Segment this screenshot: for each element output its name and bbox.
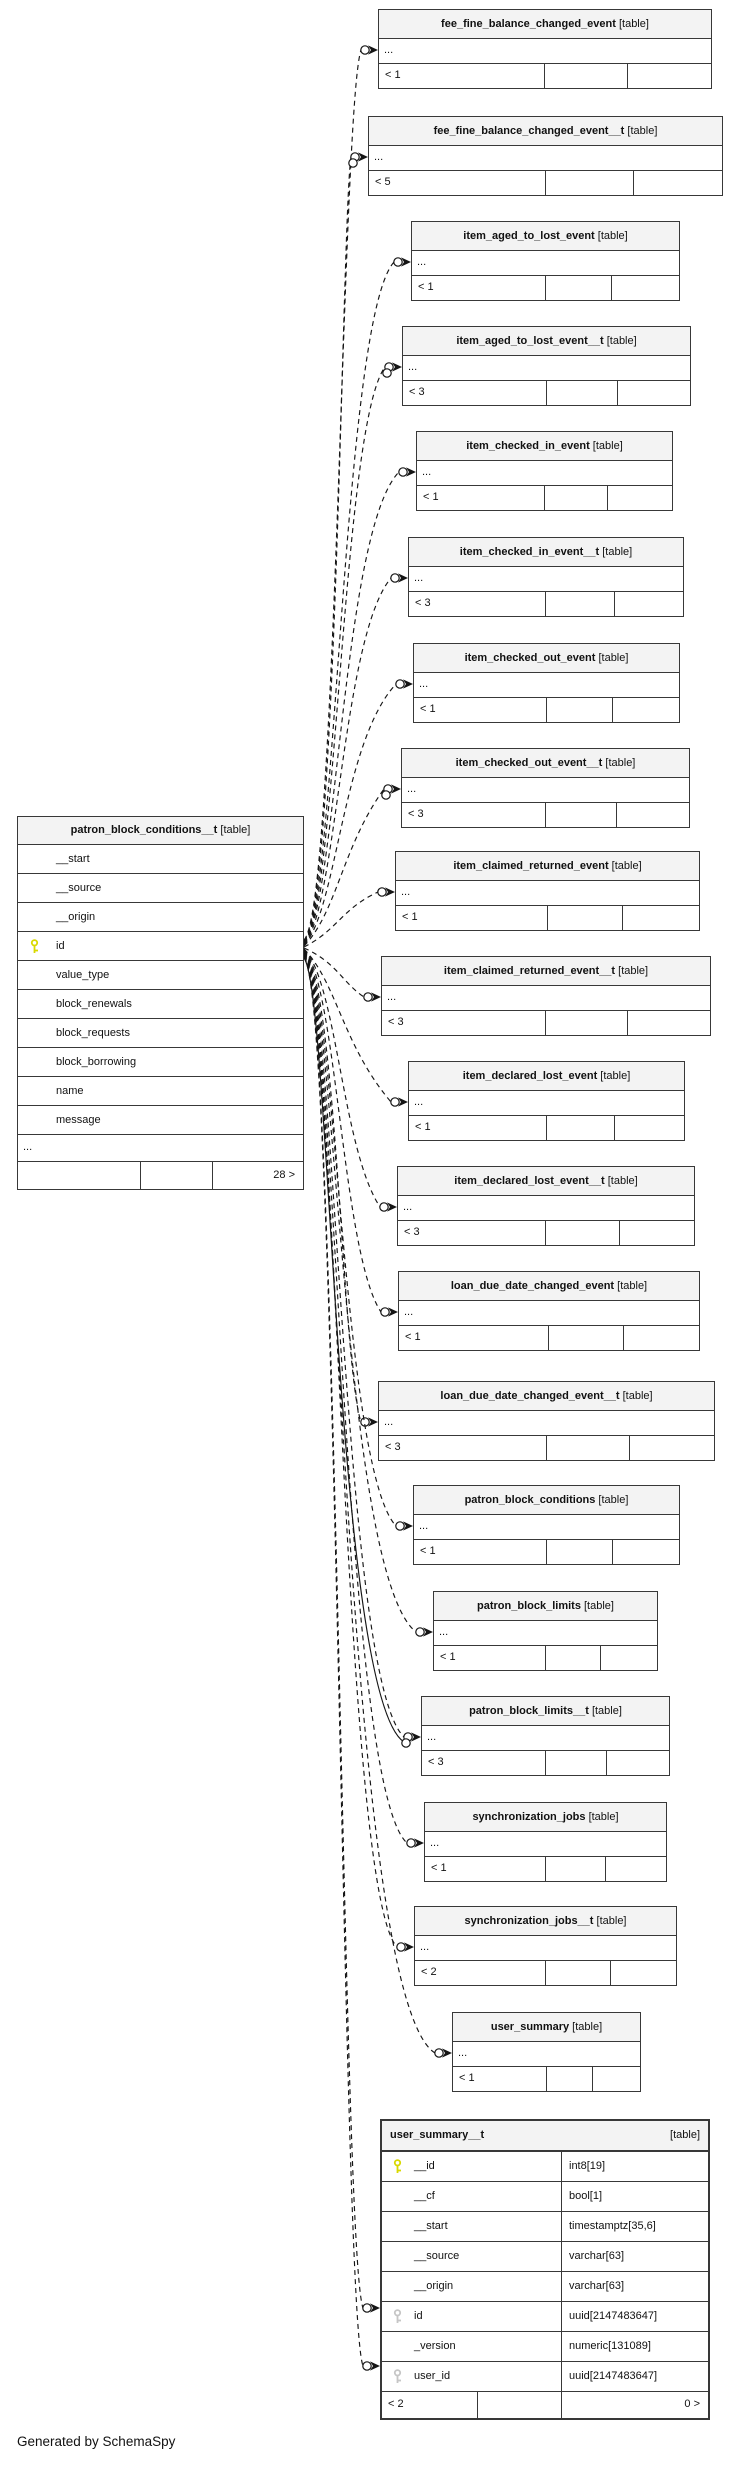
zero-or-one-circle <box>391 574 399 582</box>
table-node-loan_due_date_changed_event__t[interactable] <box>378 1381 715 1461</box>
degree-cell <box>615 1116 684 1140</box>
degree-cell <box>612 276 679 300</box>
column-name: value_type <box>56 969 110 981</box>
degree-row <box>379 1436 714 1460</box>
collapsed-columns-row: ... <box>409 1091 684 1116</box>
table-title <box>382 2121 708 2152</box>
table-name: item_checked_out_event <box>464 652 596 664</box>
column-row-_version <box>382 2332 708 2362</box>
zero-or-one-circle <box>396 1522 404 1530</box>
degree-row <box>382 1011 710 1035</box>
degree-row <box>409 592 683 616</box>
degree-cell <box>547 381 619 405</box>
table-node-user_summary[interactable] <box>452 2012 641 2092</box>
column-name: block_requests <box>56 1027 130 1039</box>
table-name: item_claimed_returned_event <box>453 860 609 872</box>
table-name: synchronization_jobs__t <box>464 1915 594 1927</box>
table-type-suffix: [table] <box>597 1070 631 1082</box>
table-name: loan_due_date_changed_event <box>450 1280 615 1292</box>
relationship-edge <box>304 157 351 941</box>
table-type-suffix: [table] <box>615 18 649 30</box>
zero-or-one-circle <box>402 1739 410 1747</box>
table-node-item_claimed_returned_event__t[interactable] <box>381 956 711 1036</box>
degree-count: < 1 <box>417 486 545 510</box>
degree-count: < 1 <box>399 1326 549 1350</box>
degree-cell <box>620 1221 694 1245</box>
table-type-suffix: [table] <box>670 2129 700 2141</box>
degree-cell <box>601 1646 657 1670</box>
degree-count: < 5 <box>369 171 546 195</box>
table-title <box>412 222 679 251</box>
degree-cell <box>546 1751 608 1775</box>
degree-count: < 1 <box>425 1857 546 1881</box>
column-row-__origin <box>382 2272 708 2302</box>
table-node-item_declared_lost_event[interactable] <box>408 1061 685 1141</box>
relationship-edge <box>304 367 385 943</box>
column-name-cell <box>382 2362 562 2391</box>
degree-row <box>382 2392 708 2418</box>
degree-count: < 3 <box>379 1436 547 1460</box>
degree-cell <box>546 276 613 300</box>
table-node-patron_block_limits[interactable] <box>433 1591 658 1671</box>
table-node-item_checked_out_event[interactable] <box>413 643 680 723</box>
column-name: __source <box>56 882 102 894</box>
degree-cell <box>624 1326 699 1350</box>
degree-count: < 1 <box>409 1116 547 1140</box>
table-name: item_aged_to_lost_event__t <box>456 335 604 347</box>
degree-count: < 1 <box>414 698 547 722</box>
degree-cell <box>630 1436 714 1460</box>
table-node-patron_block_conditions__t[interactable] <box>17 816 304 1190</box>
degree-cell <box>546 1961 611 1985</box>
column-name-cell <box>382 2212 562 2241</box>
column-row-__start <box>382 2212 708 2242</box>
table-type-suffix: [table] <box>602 757 636 769</box>
degree-count: < 1 <box>414 1540 547 1564</box>
table-name: item_aged_to_lost_event <box>463 230 595 242</box>
degree-cell <box>628 1011 710 1035</box>
table-title <box>417 432 672 461</box>
column-name: name <box>56 1085 84 1097</box>
collapsed-columns-row: ... <box>453 2042 640 2067</box>
degree-count-left: < 2 <box>382 2392 478 2418</box>
table-type-suffix: [table] <box>585 1811 619 1823</box>
zero-or-one-circle <box>416 1628 424 1636</box>
collapsed-columns-row: ... <box>379 1411 714 1436</box>
table-name: synchronization_jobs <box>472 1811 586 1823</box>
column-name: id <box>414 2310 423 2322</box>
table-type-suffix: [table] <box>614 1280 648 1292</box>
column-type: uuid[2147483647] <box>569 2370 658 2382</box>
table-type-suffix: [table] <box>569 2021 603 2033</box>
degree-cell <box>547 1116 616 1140</box>
table-name: item_declared_lost_event <box>462 1070 598 1082</box>
table-name: item_checked_in_event__t <box>459 546 600 558</box>
column-row-__id <box>382 2152 708 2182</box>
degree-cell <box>547 698 613 722</box>
degree-cell <box>611 1961 676 1985</box>
table-type-suffix: [table] <box>615 965 649 977</box>
column-name: user_id <box>414 2370 451 2382</box>
zero-or-one-circle <box>363 2304 371 2312</box>
collapsed-columns-row: ... <box>396 881 699 906</box>
table-type-suffix: [table] <box>217 824 251 836</box>
table-title <box>369 117 722 146</box>
column-row-__cf <box>382 2182 708 2212</box>
column-row-block_requests <box>18 1019 303 1048</box>
relationship-edge <box>304 472 399 943</box>
degree-row <box>403 381 690 405</box>
foreign-key-icon <box>391 2369 404 2384</box>
table-node-user_summary__t[interactable] <box>380 2119 710 2420</box>
column-name: __start <box>56 853 90 865</box>
degree-row <box>417 486 672 510</box>
column-name: __origin <box>414 2280 454 2292</box>
degree-row <box>18 1162 303 1189</box>
table-name: item_claimed_returned_event__t <box>443 965 616 977</box>
zero-or-one-circle <box>382 791 390 799</box>
column-type: uuid[2147483647] <box>569 2310 658 2322</box>
degree-cell <box>634 171 722 195</box>
foreign-key-icon <box>391 2309 404 2324</box>
degree-cell <box>618 381 690 405</box>
zero-or-one-circle <box>361 46 369 54</box>
degree-cell <box>613 1540 679 1564</box>
degree-cell <box>623 906 699 930</box>
degree-cell <box>615 592 684 616</box>
collapsed-columns-row: ... <box>412 251 679 276</box>
zero-or-one-circle <box>407 1839 415 1847</box>
column-name: __source <box>414 2250 460 2262</box>
table-title <box>434 1592 657 1621</box>
primary-key-icon <box>28 939 41 954</box>
table-name: item_checked_out_event__t <box>455 757 603 769</box>
collapsed-columns-row: ... <box>409 567 683 592</box>
degree-cell <box>545 64 628 88</box>
table-title <box>425 1803 666 1832</box>
table-type-suffix: [table] <box>595 652 629 664</box>
degree-count: < 3 <box>422 1751 546 1775</box>
column-name: _version <box>414 2340 456 2352</box>
degree-count: < 2 <box>415 1961 546 1985</box>
collapsed-columns-row: ... <box>414 1515 679 1540</box>
degree-cell <box>607 1751 669 1775</box>
column-type: int8[19] <box>569 2160 606 2172</box>
table-type-suffix: [table] <box>593 1915 627 1927</box>
degree-row <box>414 1540 679 1564</box>
table-name: user_summary__t <box>390 2129 485 2141</box>
collapsed-columns-row: ... <box>402 778 689 803</box>
table-title <box>414 644 679 673</box>
zero-or-one-circle <box>394 258 402 266</box>
table-name: fee_fine_balance_changed_event <box>441 18 616 30</box>
table-name: loan_due_date_changed_event__t <box>440 1390 620 1402</box>
table-type-suffix: [table] <box>589 440 623 452</box>
column-type: varchar[63] <box>569 2250 625 2262</box>
table-node-loan_due_date_changed_event[interactable] <box>398 1271 700 1351</box>
table-name: patron_block_limits__t <box>469 1705 589 1717</box>
degree-row <box>379 64 711 88</box>
relationship-edge <box>304 958 363 2366</box>
column-name-cell <box>382 2182 562 2211</box>
table-title <box>382 957 710 986</box>
column-name: __start <box>414 2220 448 2232</box>
degree-count: < 1 <box>453 2067 547 2091</box>
column-name: __id <box>414 2160 435 2172</box>
collapsed-columns-row: ... <box>18 1135 303 1162</box>
table-node-item_checked_in_event__t[interactable] <box>408 537 684 617</box>
degree-row <box>369 171 722 195</box>
zero-or-one-circle <box>380 1203 388 1211</box>
degree-count-right: 0 > <box>684 2398 700 2410</box>
table-node-synchronization_jobs__t[interactable] <box>414 1906 677 1986</box>
degree-count: < 3 <box>382 1011 546 1035</box>
table-node-synchronization_jobs[interactable] <box>424 1802 667 1882</box>
column-row-user_id <box>382 2362 708 2392</box>
generator-note: Generated by SchemaSpy <box>17 2434 176 2449</box>
primary-key-icon <box>391 2159 404 2174</box>
table-type-suffix: [table] <box>608 860 642 872</box>
degree-cell <box>548 906 624 930</box>
degree-row <box>399 1326 699 1350</box>
collapsed-columns-row: ... <box>398 1196 694 1221</box>
table-title <box>379 1382 714 1411</box>
column-name-cell <box>382 2332 562 2361</box>
degree-cell <box>549 1326 624 1350</box>
degree-row <box>398 1221 694 1245</box>
degree-row <box>396 906 699 930</box>
degree-count: < 1 <box>396 906 548 930</box>
table-title <box>402 749 689 778</box>
table-name: fee_fine_balance_changed_event__t <box>433 125 625 137</box>
table-node-fee_fine_balance_changed_event__t[interactable] <box>368 116 723 196</box>
table-title <box>379 10 711 39</box>
table-title <box>422 1697 669 1726</box>
table-name: patron_block_limits <box>477 1600 581 1612</box>
column-name-cell <box>382 2302 562 2331</box>
column-row-block_borrowing <box>18 1048 303 1077</box>
degree-cell <box>547 1540 613 1564</box>
degree-cell <box>545 486 609 510</box>
degree-cell <box>613 698 679 722</box>
table-title <box>18 817 303 845</box>
collapsed-columns-row: ... <box>434 1621 657 1646</box>
relationship-edge <box>304 50 361 940</box>
table-node-patron_block_conditions[interactable] <box>413 1485 680 1565</box>
table-name: user_summary <box>490 2021 570 2033</box>
collapsed-columns-row: ... <box>414 673 679 698</box>
zero-or-one-circle <box>383 369 391 377</box>
degree-row <box>434 1646 657 1670</box>
collapsed-columns-row: ... <box>415 1936 676 1961</box>
degree-row <box>453 2067 640 2091</box>
zero-or-one-circle <box>435 2049 443 2057</box>
column-name-cell <box>382 2272 562 2301</box>
relationship-edge <box>304 789 384 946</box>
degree-cell <box>617 803 689 827</box>
degree-count: < 3 <box>409 592 546 616</box>
table-node-fee_fine_balance_changed_event[interactable] <box>378 9 712 89</box>
table-type-suffix: [table] <box>599 546 633 558</box>
table-type-suffix: [table] <box>588 1705 622 1717</box>
degree-count: < 3 <box>403 381 547 405</box>
zero-or-one-circle <box>363 2362 371 2370</box>
degree-cell <box>546 1646 602 1670</box>
degree-cell <box>608 486 672 510</box>
collapsed-columns-row: ... <box>403 356 690 381</box>
column-type: varchar[63] <box>569 2280 625 2292</box>
degree-count: < 1 <box>412 276 546 300</box>
table-node-item_declared_lost_event__t[interactable] <box>397 1166 695 1246</box>
table-name: patron_block_conditions__t <box>70 824 218 836</box>
degree-count: < 1 <box>434 1646 546 1670</box>
column-type: timestamptz[35,6] <box>569 2220 656 2232</box>
zero-or-one-circle <box>391 1098 399 1106</box>
degree-count: < 3 <box>402 803 546 827</box>
table-title <box>396 852 699 881</box>
collapsed-columns-row: ... <box>379 39 711 64</box>
degree-cell <box>546 1857 606 1881</box>
table-type-suffix: [table] <box>603 335 637 347</box>
column-name: __origin <box>56 911 96 923</box>
column-name: message <box>56 1114 101 1126</box>
degree-row <box>422 1751 669 1775</box>
column-name: block_renewals <box>56 998 132 1010</box>
table-type-suffix: [table] <box>624 125 658 137</box>
degree-row <box>402 803 689 827</box>
table-type-suffix: [table] <box>619 1390 653 1402</box>
degree-cell <box>546 1221 620 1245</box>
column-row-message <box>18 1106 303 1135</box>
degree-cell <box>593 2067 640 2091</box>
column-type: bool[1] <box>569 2190 603 2202</box>
table-title <box>409 538 683 567</box>
table-type-suffix: [table] <box>580 1600 614 1612</box>
degree-row <box>425 1857 666 1881</box>
zero-or-one-circle <box>396 680 404 688</box>
degree-row <box>412 276 679 300</box>
zero-or-one-circle <box>397 1943 405 1951</box>
degree-cell <box>547 2067 594 2091</box>
column-row-id <box>382 2302 708 2332</box>
column-row-__source <box>18 874 303 903</box>
table-node-item_checked_in_event[interactable] <box>416 431 673 511</box>
degree-cell <box>18 1162 141 1189</box>
table-title <box>453 2013 640 2042</box>
collapsed-columns-row: ... <box>399 1301 699 1326</box>
degree-cell <box>546 803 618 827</box>
degree-count: < 1 <box>379 64 545 88</box>
collapsed-columns-row: ... <box>417 461 672 486</box>
table-type-suffix: [table] <box>594 230 628 242</box>
table-node-patron_block_limits__t[interactable] <box>421 1696 670 1776</box>
column-row-id <box>18 932 303 961</box>
degree-cell <box>141 1162 213 1189</box>
column-name: id <box>56 940 65 952</box>
table-node-item_aged_to_lost_event[interactable] <box>411 221 680 301</box>
degree-row <box>409 1116 684 1140</box>
table-name: patron_block_conditions <box>464 1494 596 1506</box>
degree-row <box>415 1961 676 1985</box>
column-name-cell <box>382 2242 562 2271</box>
table-title <box>399 1272 699 1301</box>
degree-count: < 3 <box>398 1221 546 1245</box>
table-title <box>403 327 690 356</box>
collapsed-columns-row: ... <box>369 146 722 171</box>
column-name: block_borrowing <box>56 1056 137 1068</box>
table-type-suffix: [table] <box>604 1175 638 1187</box>
degree-cell <box>547 1436 631 1460</box>
table-title <box>409 1062 684 1091</box>
degree-row <box>414 698 679 722</box>
zero-or-one-circle <box>364 993 372 1001</box>
table-node-item_checked_out_event__t[interactable] <box>401 748 690 828</box>
column-row-__start <box>18 845 303 874</box>
degree-cell <box>546 1011 628 1035</box>
degree-cell <box>478 2392 562 2418</box>
degree-cell <box>606 1857 666 1881</box>
collapsed-columns-row: ... <box>422 1726 669 1751</box>
table-node-item_claimed_returned_event[interactable] <box>395 851 700 931</box>
column-row-value_type <box>18 961 303 990</box>
collapsed-columns-row: ... <box>382 986 710 1011</box>
table-name: item_declared_lost_event__t <box>454 1175 605 1187</box>
degree-cell <box>546 592 615 616</box>
table-title <box>415 1907 676 1936</box>
zero-or-one-circle <box>349 159 357 167</box>
degree-cell <box>546 171 634 195</box>
column-row-__source <box>382 2242 708 2272</box>
relationship-edge <box>304 262 394 942</box>
table-node-item_aged_to_lost_event__t[interactable] <box>402 326 691 406</box>
degree-count: 28 > <box>273 1169 295 1181</box>
degree-cell <box>628 64 711 88</box>
table-name: item_checked_in_event <box>466 440 590 452</box>
column-row-block_renewals <box>18 990 303 1019</box>
collapsed-columns-row: ... <box>425 1832 666 1857</box>
column-name: __cf <box>414 2190 435 2202</box>
table-title <box>414 1486 679 1515</box>
table-type-suffix: [table] <box>595 1494 629 1506</box>
column-type: numeric[131089] <box>569 2340 651 2352</box>
zero-or-one-circle <box>399 468 407 476</box>
zero-or-one-circle <box>381 1308 389 1316</box>
column-row-__origin <box>18 903 303 932</box>
column-name-cell <box>382 2152 562 2181</box>
table-title <box>398 1167 694 1196</box>
column-row-name <box>18 1077 303 1106</box>
zero-or-one-circle <box>378 888 386 896</box>
